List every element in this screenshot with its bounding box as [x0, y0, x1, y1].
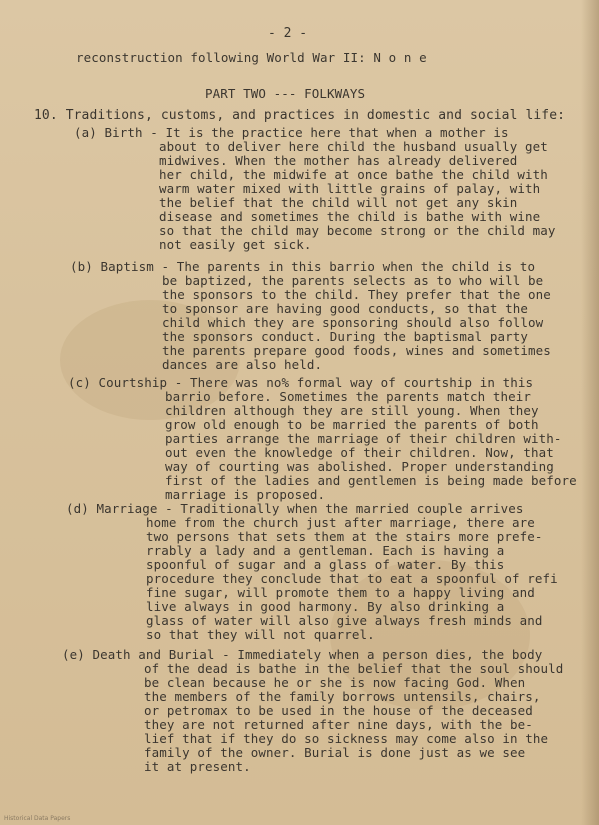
- text-line: to sponsor are having good conducts, so that the: [162, 301, 529, 316]
- text-line: about to deliver here child the husband usually get: [159, 139, 548, 154]
- text-line: (b) Baptism - The parents in this barrio when the child is to: [70, 259, 536, 274]
- text-line: glass of water will also give always fresh minds and: [146, 613, 543, 628]
- text-line: out even the knowledge of their children. Now, that: [165, 445, 554, 460]
- text-line: the parents prepare good foods, wines and sometimes: [162, 343, 551, 358]
- text-line: (e) Death and Burial - Immediately when a person dies, the body: [62, 647, 543, 662]
- text-line: her child, the midwife at once bathe the child with: [159, 167, 548, 182]
- item-heading: 10. Traditions, customs, and practices in domestic and social life:: [34, 108, 566, 123]
- part-heading: PART TWO --- FOLKWAYS: [205, 86, 366, 101]
- text-line: dances are also held.: [162, 357, 323, 372]
- text-line: or petromax to be used in the house of the deceased: [144, 703, 533, 718]
- text-line: the belief that the child will not get any skin: [159, 195, 518, 210]
- text-line: marriage is proposed.: [165, 487, 326, 502]
- text-line: of the dead is bathe in the belief that the soul should: [144, 661, 564, 676]
- text-line: the sponsors conduct. During the baptismal party: [162, 329, 529, 344]
- text-line: fine sugar, will promote them to a happy living and: [146, 585, 535, 600]
- text-line: live always in good harmony. By also drinking a: [146, 599, 505, 614]
- text-line: spoonful of sugar and a glass of water. By this: [146, 557, 505, 572]
- text-line: family of the owner. Burial is done just as we see: [144, 745, 526, 760]
- text-line: the members of the family borrows untensils, chairs,: [144, 689, 541, 704]
- text-line: child which they are sponsoring should also follow: [162, 315, 544, 330]
- text-line: midwives. When the mother has already delivered: [159, 153, 518, 168]
- text-line: procedure they conclude that to eat a spoonful of refi: [146, 571, 558, 586]
- text-line: the sponsors to the child. They prefer that the one: [162, 287, 551, 302]
- intro-line: reconstruction following World War II: N o n e: [76, 50, 427, 65]
- text-line: (d) Marriage - Traditionally when the married couple arrives: [66, 501, 524, 516]
- page-number: - 2 -: [268, 26, 308, 41]
- text-line: rrably a lady and a gentleman. Each is having a: [146, 543, 505, 558]
- text-line: be clean because he or she is now facing God. When: [144, 675, 526, 690]
- text-line: be baptized, the parents selects as to who will be: [162, 273, 544, 288]
- text-line: (c) Courtship - There was no% formal way of courtship in this: [68, 375, 534, 390]
- text-line: warm water mixed with little grains of palay, with: [159, 181, 541, 196]
- text-line: not easily get sick.: [159, 237, 312, 252]
- text-line: they are not returned after nine days, with the be-: [144, 717, 533, 732]
- text-line: disease and sometimes the child is bathe with wine: [159, 209, 541, 224]
- text-line: first of the ladies and gentlemen is being made before: [165, 473, 577, 488]
- text-line: so that the child may become strong or the child may: [159, 223, 556, 238]
- text-line: barrio before. Sometimes the parents match their: [165, 389, 532, 404]
- footer-note: Historical Data Papers: [4, 815, 71, 822]
- text-line: it at present.: [144, 759, 251, 774]
- page-edge-shadow: [581, 0, 599, 825]
- text-line: lief that if they do so sickness may come also in the: [144, 731, 549, 746]
- text-line: home from the church just after marriage, there are: [146, 515, 535, 530]
- text-line: way of courting was abolished. Proper understanding: [165, 459, 554, 474]
- text-line: (a) Birth - It is the practice here that when a mother is: [74, 125, 509, 140]
- text-line: children although they are still young. When they: [165, 403, 539, 418]
- text-line: so that they will not quarrel.: [146, 627, 375, 642]
- text-line: grow old enough to be married the parents of both: [165, 417, 539, 432]
- text-line: two persons that sets them at the stairs more prefe-: [146, 529, 543, 544]
- text-line: parties arrange the marriage of their children with-: [165, 431, 562, 446]
